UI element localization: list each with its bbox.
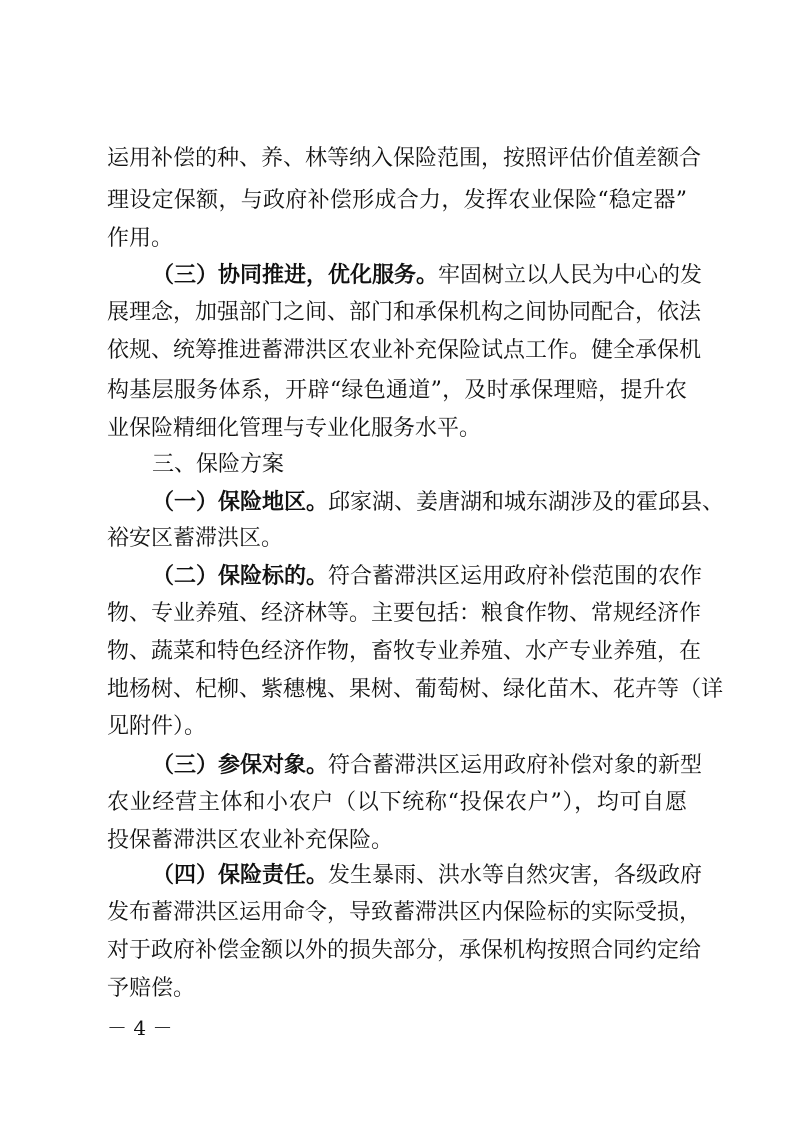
paragraph-line: 理设定保额，与政府补偿形成合力，发挥农业保险“稳定器” xyxy=(107,188,687,213)
paragraph-line: 农业经营主体和小农户（以下统称“投保农户”），均可自愿 xyxy=(107,790,687,815)
paragraph-first-line xyxy=(152,747,703,783)
paragraph-first-line xyxy=(152,484,725,520)
paragraph-line: 对于政府补偿金额以外的损失部分，承保机构按照合同约定给 xyxy=(107,938,702,963)
paragraph-text: 发生暴雨、洪水等自然灾害，各级政府 xyxy=(328,863,703,888)
paragraph-heading: （二）保险标的。 xyxy=(152,563,329,589)
paragraph-line: 投保蓄滞洪区农业补充保险。 xyxy=(107,828,394,853)
paragraph-line: 依规、统筹推进蓄滞洪区农业补充保险试点工作。健全承保机 xyxy=(107,338,702,363)
paragraph-heading: （三）协同推进，优化服务。 xyxy=(152,262,439,288)
paragraph-heading: （三）参保对象。 xyxy=(152,752,329,778)
paragraph-line: 裕安区蓄滞洪区。 xyxy=(107,526,284,551)
paragraph-line: 运用补偿的种、养、林等纳入保险范围，按照评估价值差额合 xyxy=(107,146,702,171)
paragraph-heading: （四）保险责任。 xyxy=(152,862,329,888)
paragraph-line: 物、专业养殖、经济林等。主要包括：粮食作物、常规经济作 xyxy=(107,601,702,626)
paragraph-first-line xyxy=(152,558,703,594)
section-heading: 三、保险方案 xyxy=(152,452,285,477)
paragraph-line: 地杨树、杞柳、紫穗槐、果树、葡萄树、绿化苗木、花卉等（详 xyxy=(107,677,724,702)
paragraph-first-line xyxy=(152,857,703,893)
paragraph-line: 业保险精细化管理与专业化服务水平。 xyxy=(107,416,482,441)
paragraph-first-line xyxy=(152,257,703,293)
paragraph-heading: （一）保险地区。 xyxy=(152,489,329,515)
paragraph-line: 构基层服务体系，开辟“绿色通道”，及时承保理赔，提升农 xyxy=(107,378,687,403)
paragraph-line: 发布蓄滞洪区运用命令，导致蓄滞洪区内保险标的实际受损， xyxy=(107,900,702,925)
paragraph-text: 邱家湖、姜唐湖和城东湖涉及的霍邱县、 xyxy=(328,490,725,515)
paragraph-line: 予赔偿。 xyxy=(107,976,196,1001)
paragraph-text: 符合蓄滞洪区运用政府补偿范围的农作 xyxy=(328,564,703,589)
page-number: － 4 － xyxy=(107,1016,173,1040)
paragraph-line: 见附件）。 xyxy=(107,714,207,739)
paragraph-text: 牢固树立以人民为中心的发 xyxy=(438,263,703,288)
paragraph-line: 展理念，加强部门之间、部门和承保机构之间协同配合，依法 xyxy=(107,300,702,325)
paragraph-line: 物、蔬菜和特色经济作物，畜牧专业养殖、水产专业养殖，在 xyxy=(107,639,702,664)
paragraph-line: 作用。 xyxy=(107,226,174,251)
paragraph-text: 符合蓄滞洪区运用政府补偿对象的新型 xyxy=(328,753,703,778)
